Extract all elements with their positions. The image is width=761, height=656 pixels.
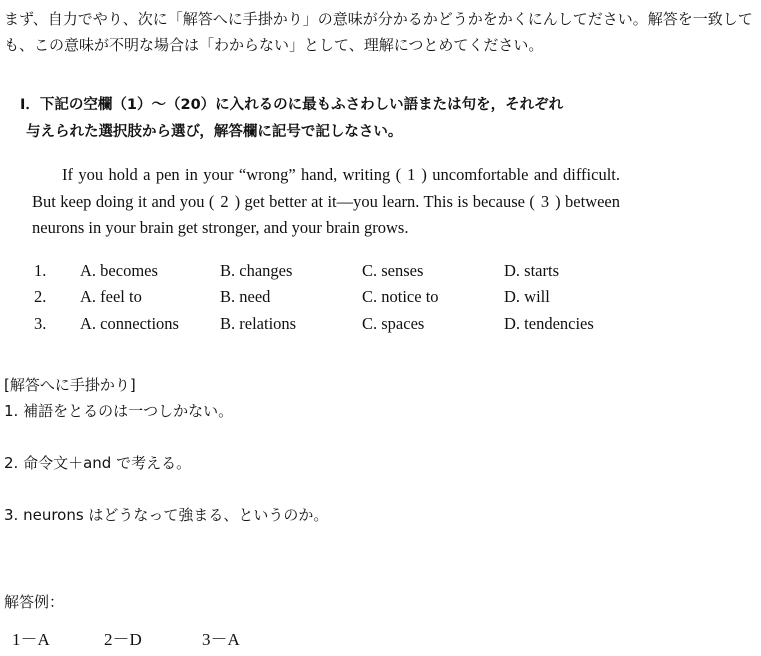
choice-option-c: C. notice to xyxy=(362,287,439,306)
intro-text: まず、自力でやり、次に「解答へに手掛かり」の意味が分かるかどうかをかくにんしてださい。解答を一致しても、この意味が不明な場合は「わからない」として、理解につとめてください。 xyxy=(4,10,753,54)
answer-item-2: 2－D xyxy=(104,630,142,649)
instruction xyxy=(20,92,620,146)
choice-option-a: A. becomes xyxy=(80,260,158,280)
choice-option-b: B. need xyxy=(220,287,271,306)
hint-item-1: 1. 補語をとるのは一つしかない。 xyxy=(4,402,234,420)
answer-list xyxy=(12,628,412,654)
choice-number: 1. xyxy=(34,260,47,280)
blank-2: 2 xyxy=(220,191,229,211)
instruction-line-1: Ⅰ．下記の空欄（1）～（20）に入れるのに最もふさわしい語または句を，それぞれ xyxy=(20,97,564,113)
hint-item-3: 3. neurons はどうなって強まる、というのか。 xyxy=(4,506,329,524)
answer-label: 解答例： xyxy=(4,593,65,611)
choice-row xyxy=(20,284,620,311)
answer-item-3: 3－A xyxy=(202,630,240,649)
choice-row xyxy=(20,258,620,285)
choice-option-c: C. spaces xyxy=(362,313,425,333)
choice-option-c: C. senses xyxy=(362,260,424,280)
passage-segment-4: ) between neurons in your brain get stronger, and your brain grows. xyxy=(32,191,621,237)
passage-segment-2: ) uncomfortable and difficult. But keep doing it and you ( xyxy=(32,165,620,211)
choice-option-b: B. relations xyxy=(220,313,297,333)
instruction-line-2: 与えられた選択肢から選び，解答欄に記号で記しなさい。 xyxy=(26,124,403,140)
exam-question xyxy=(20,92,620,337)
blank-1: 1 xyxy=(407,165,416,184)
choice-option-d: D. starts xyxy=(504,260,559,280)
blank-3: 3 xyxy=(540,191,550,211)
hints-section xyxy=(4,372,744,528)
passage xyxy=(20,162,620,242)
choice-option-d: D. tendencies xyxy=(504,313,594,333)
choice-option-b: B. changes xyxy=(220,260,293,280)
choice-option-d: D. will xyxy=(504,287,550,306)
hints-title: [解答へに手掛かり] xyxy=(4,376,136,394)
hint-item-2: 2. 命令文＋and で考える。 xyxy=(4,454,192,472)
choice-row xyxy=(20,311,620,338)
passage-segment-3: ) get better at it—you learn. This is because ( xyxy=(234,191,535,211)
choice-option-a: A. feel to xyxy=(80,287,142,306)
choice-option-a: A. connections xyxy=(80,313,179,333)
choice-number: 3. xyxy=(34,313,47,333)
choice-number: 2. xyxy=(34,287,47,306)
passage-segment-1: If you hold a pen in your “wrong” hand, writing ( xyxy=(62,165,402,184)
answer-item-1: 1－A xyxy=(12,630,50,649)
choice-list xyxy=(20,258,620,338)
